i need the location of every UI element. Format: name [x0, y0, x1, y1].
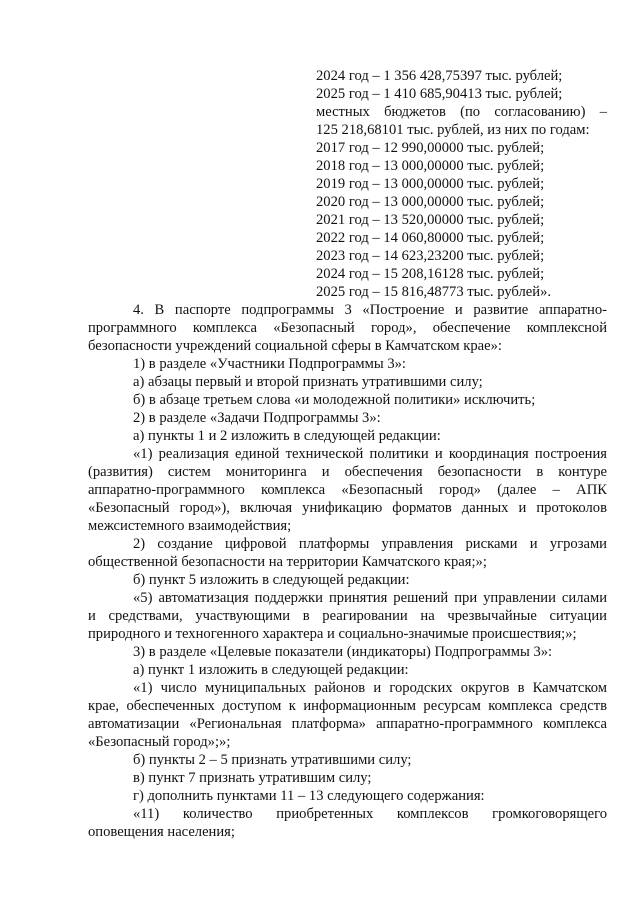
funding-line: 125 218,68101 тыс. рублей, из них по годам: — [316, 122, 590, 138]
paragraph-line: межсистемного взаимодействия; — [88, 518, 292, 534]
paragraph-line: аппаратно-программного комплекса «Безопасный город» (далее – АПК — [88, 482, 607, 498]
funding-line: 2024 год – 15 208,16128 тыс. рублей; — [316, 266, 545, 282]
paragraph-line: г) дополнить пунктами 11 – 13 следующего содержания: — [133, 788, 485, 804]
paragraph-line: «Безопасный город»;»; — [88, 734, 231, 750]
paragraph-line: б) пункт 5 изложить в следующей редакции: — [133, 572, 410, 588]
paragraph-line: безопасности учреждений социальной сферы в Камчатском крае»: — [88, 338, 502, 354]
paragraph-line: 4. В паспорте подпрограммы 3 «Построение и развитие аппаратно- — [133, 302, 607, 318]
paragraph-line: общественной безопасности на территории Камчатского края;»; — [88, 554, 487, 570]
paragraph-line: б) пункты 2 – 5 признать утратившими силу; — [133, 752, 412, 768]
funding-line: 2023 год – 14 623,23200 тыс. рублей; — [316, 248, 545, 264]
paragraph-line: программного комплекса «Безопасный город», обеспечение комплексной — [88, 320, 607, 336]
funding-line: 2024 год – 1 356 428,75397 тыс. рублей; — [316, 68, 563, 84]
funding-line: местных бюджетов (по согласованию) – — [316, 104, 607, 120]
paragraph-line: в) пункт 7 признать утратившим силу; — [133, 770, 372, 786]
paragraph-line: а) пункты 1 и 2 изложить в следующей редакции: — [133, 428, 441, 444]
funding-line: 2021 год – 13 520,00000 тыс. рублей; — [316, 212, 545, 228]
funding-line: 2022 год – 14 060,80000 тыс. рублей; — [316, 230, 545, 246]
paragraph-line: б) в абзаце третьем слова «и молодежной политики» исключить; — [133, 392, 536, 408]
paragraph-line: 2) создание цифровой платформы управления рисками и угрозами — [133, 536, 607, 552]
funding-line: 2025 год – 15 816,48773 тыс. рублей». — [316, 284, 552, 300]
funding-line: 2018 год – 13 000,00000 тыс. рублей; — [316, 158, 545, 174]
paragraph-line: (развития) систем мониторинга и обеспечения безопасности в контуре — [88, 464, 607, 480]
paragraph-line: «1) число муниципальных районов и городских округов в Камчатском — [133, 680, 607, 696]
paragraph-line: крае, обеспеченных доступом к информационным ресурсам комплекса средств — [88, 698, 607, 714]
paragraph-line: а) пункт 1 изложить в следующей редакции: — [133, 662, 409, 678]
paragraph-line: 3) в разделе «Целевые показатели (индикаторы) Подпрограммы 3»: — [133, 644, 553, 660]
funding-line: 2017 год – 12 990,00000 тыс. рублей; — [316, 140, 545, 156]
paragraph-line: «11) количество приобретенных комплексов громкоговорящего — [133, 806, 607, 822]
paragraph-line: «Безопасный город»), включая унификацию форматов данных и протоколов — [88, 500, 607, 516]
paragraph-line: «1) реализация единой технической политики и координация построения — [133, 446, 607, 462]
funding-line: 2025 год – 1 410 685,90413 тыс. рублей; — [316, 86, 563, 102]
paragraph-line: 1) в разделе «Участники Подпрограммы 3»: — [133, 356, 406, 372]
paragraph-line: природного и техногенного характера и социально-значимые происшествия;»; — [88, 626, 577, 642]
paragraph-line: а) абзацы первый и второй признать утратившими силу; — [133, 374, 483, 390]
paragraph-line: автоматизации «Региональная платформа» аппаратно-программного комплекса — [88, 716, 607, 732]
paragraph-line: 2) в разделе «Задачи Подпрограммы 3»: — [133, 410, 381, 426]
funding-line: 2019 год – 13 000,00000 тыс. рублей; — [316, 176, 545, 192]
paragraph-line: оповещения населения; — [88, 824, 235, 840]
paragraph-line: «5) автоматизация поддержки принятия решений при управлении силами — [133, 590, 607, 606]
funding-line: 2020 год – 13 000,00000 тыс. рублей; — [316, 194, 545, 210]
paragraph-line: и средствами, участвующими в реагировании на чрезвычайные ситуации — [88, 608, 607, 624]
